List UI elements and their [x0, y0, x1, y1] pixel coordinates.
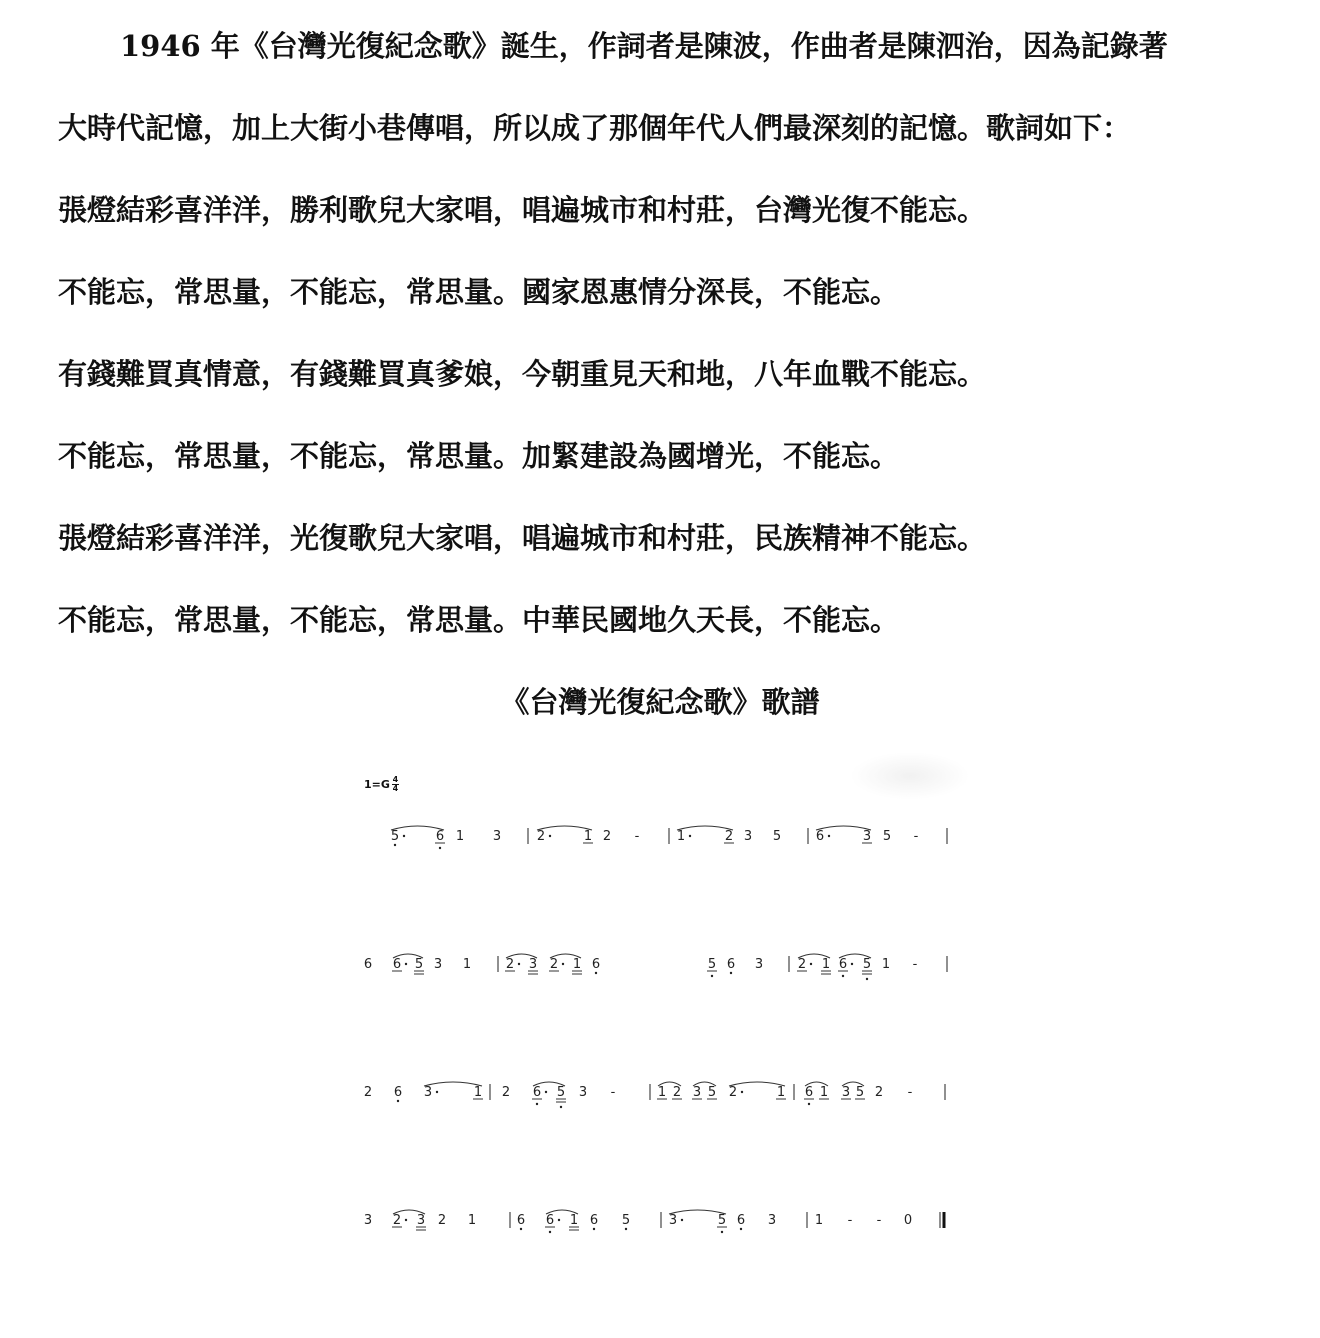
svg-text:5: 5 [414, 957, 424, 972]
jianpu-note [493, 829, 501, 844]
svg-text:5: 5 [855, 1085, 865, 1100]
svg-text:1: 1 [657, 1085, 667, 1100]
jianpu-note [914, 829, 919, 844]
jianpu-note [505, 957, 520, 972]
svg-text:1: 1 [814, 1213, 824, 1228]
key-signature [364, 776, 399, 793]
svg-text:2: 2 [392, 1213, 402, 1228]
lyrics-line-3: 有錢難買真情意，有錢難買真爹娘，今朝重見天和地，八年血戰不能忘。 [58, 357, 987, 391]
lyrics-line-2: 不能忘，常思量，不能忘，常思量。國家恩惠情分深長，不能忘。 [58, 275, 900, 309]
svg-text:5: 5 [862, 957, 872, 972]
jianpu-note [677, 829, 691, 844]
jianpu-note [394, 1085, 402, 1102]
svg-text:3: 3 [492, 829, 502, 844]
jianpu-note [364, 1213, 372, 1228]
jianpu-note [435, 829, 445, 849]
jianpu-note [537, 829, 551, 844]
svg-text:2: 2 [437, 1213, 447, 1228]
jianpu-note [773, 829, 781, 844]
jianpu-note [463, 957, 471, 972]
svg-text:1: 1 [583, 829, 593, 844]
svg-text:3: 3 [363, 1213, 373, 1228]
jianpu-note [815, 1213, 823, 1228]
jianpu-note [528, 957, 538, 974]
jianpu-note [797, 957, 812, 972]
svg-text:5: 5 [390, 829, 400, 844]
jianpu-note [502, 1085, 510, 1100]
svg-text:5: 5 [717, 1213, 727, 1228]
jianpu-note [583, 829, 593, 844]
svg-text:1: 1 [881, 957, 891, 972]
svg-text:6: 6 [589, 1213, 599, 1228]
svg-text:2: 2 [672, 1085, 682, 1100]
svg-text:6: 6 [393, 1085, 403, 1100]
jianpu-note [908, 1085, 913, 1100]
jianpu-note [592, 957, 600, 974]
svg-text:2: 2 [797, 957, 807, 972]
svg-text:1: 1 [462, 957, 472, 972]
svg-text:1: 1 [776, 1085, 786, 1100]
jianpu-note [707, 957, 717, 977]
svg-text:6: 6 [804, 1085, 814, 1100]
jianpu-note [727, 957, 735, 974]
svg-text:3: 3 [423, 1085, 433, 1100]
svg-text:2: 2 [501, 1085, 511, 1100]
svg-text:3: 3 [692, 1085, 702, 1100]
intro-paragraph-line-2: 大時代記憶，加上大街小巷傳唱，所以成了那個年代人們最深刻的記憶。歌詞如下： [58, 111, 1132, 145]
svg-text:1: 1 [473, 1085, 483, 1100]
jianpu-note [434, 957, 442, 972]
jianpu-note [603, 829, 611, 844]
jianpu-note [838, 957, 853, 977]
barline [940, 1212, 944, 1228]
jianpu-note [517, 1213, 525, 1230]
jianpu-note [717, 1213, 727, 1233]
svg-text:-: - [847, 1213, 853, 1228]
jianpu-note [579, 1085, 587, 1100]
jianpu-note [804, 1085, 814, 1105]
svg-text:3: 3 [767, 1213, 777, 1228]
svg-text:-: - [907, 1085, 913, 1100]
jianpu-note [545, 1213, 560, 1233]
jianpu-note [414, 957, 424, 974]
svg-text:1: 1 [819, 1085, 829, 1100]
score-line-4 [340, 1196, 980, 1256]
svg-text:-: - [634, 829, 640, 844]
svg-text:5: 5 [621, 1213, 631, 1228]
jianpu-note [364, 957, 372, 972]
svg-text:5: 5 [882, 829, 892, 844]
jianpu-note [841, 1085, 851, 1100]
svg-text:3: 3 [433, 957, 443, 972]
svg-text:2: 2 [363, 1085, 373, 1100]
svg-text:3: 3 [528, 957, 538, 972]
svg-text:2: 2 [724, 829, 734, 844]
jianpu-note [611, 1085, 616, 1100]
svg-text:0: 0 [903, 1213, 913, 1228]
jianpu-note [392, 1213, 407, 1228]
jianpu-note [816, 829, 830, 844]
svg-text:3: 3 [578, 1085, 588, 1100]
svg-text:3: 3 [754, 957, 764, 972]
svg-text:5: 5 [707, 1085, 717, 1100]
jianpu-note [776, 1085, 786, 1100]
svg-text:6: 6 [591, 957, 601, 972]
svg-text:-: - [610, 1085, 616, 1100]
jianpu-note [692, 1085, 702, 1100]
svg-text:2: 2 [536, 829, 546, 844]
jianpu-note [391, 829, 405, 846]
svg-text:3: 3 [841, 1085, 851, 1100]
svg-text:2: 2 [602, 829, 612, 844]
jianpu-note [737, 1213, 745, 1230]
jianpu-note [672, 1085, 682, 1100]
score-line-2 [340, 940, 980, 1000]
lyrics-line-6: 不能忘，常思量，不能忘，常思量。中華民國地久天長，不能忘。 [58, 603, 900, 637]
time-signature-top: 4 [392, 775, 399, 784]
lyrics-line-5: 張燈結彩喜洋洋，光復歌兒大家唱，唱遍城市和村莊，民族精神不能忘。 [58, 521, 987, 555]
svg-text:1: 1 [569, 1213, 579, 1228]
jianpu-note [729, 1085, 743, 1100]
jianpu-note [468, 1213, 476, 1228]
jianpu-note [875, 1085, 883, 1100]
jianpu-note [556, 1085, 566, 1108]
svg-text:-: - [876, 1213, 882, 1228]
svg-text:6: 6 [838, 957, 848, 972]
svg-text:6: 6 [545, 1213, 555, 1228]
jianpu-note [364, 1085, 372, 1100]
jianpu-note [635, 829, 640, 844]
svg-text:5: 5 [772, 829, 782, 844]
jianpu-note [707, 1085, 717, 1100]
jianpu-note [569, 1213, 579, 1230]
svg-text:3: 3 [862, 829, 872, 844]
svg-text:1: 1 [467, 1213, 477, 1228]
jianpu-note [862, 829, 872, 844]
svg-text:2: 2 [505, 957, 515, 972]
jianpu-note [821, 957, 831, 974]
jianpu-note [744, 829, 752, 844]
jianpu-note [883, 829, 891, 844]
jianpu-note [532, 1085, 547, 1105]
svg-text:1: 1 [821, 957, 831, 972]
jianpu-note [755, 957, 763, 972]
jianpu-note [549, 957, 564, 972]
score-line-3 [340, 1068, 980, 1128]
jianpu-note [848, 1213, 853, 1228]
svg-text:6: 6 [736, 1213, 746, 1228]
svg-text:6: 6 [363, 957, 373, 972]
svg-text:3: 3 [416, 1213, 426, 1228]
jianpu-note [855, 1085, 865, 1100]
svg-text:1: 1 [676, 829, 686, 844]
jianpu-note [438, 1213, 446, 1228]
svg-text:-: - [912, 957, 918, 972]
svg-text:3: 3 [668, 1213, 678, 1228]
time-signature [392, 776, 399, 793]
jianpu-note [877, 1213, 882, 1228]
scan-smudge [850, 752, 970, 800]
jianpu-note [904, 1213, 912, 1228]
jianpu-note [862, 957, 872, 980]
svg-text:6: 6 [392, 957, 402, 972]
svg-text:5: 5 [556, 1085, 566, 1100]
svg-text:1: 1 [572, 957, 582, 972]
jianpu-note [913, 957, 918, 972]
jianpu-note [456, 829, 464, 844]
jianpu-note [416, 1213, 426, 1230]
svg-text:6: 6 [532, 1085, 542, 1100]
svg-text:2: 2 [549, 957, 559, 972]
jianpu-note [572, 957, 582, 974]
key-label: 1=G [364, 777, 390, 791]
jianpu-note [392, 957, 407, 972]
svg-text:6: 6 [516, 1213, 526, 1228]
jianpu-note [657, 1085, 667, 1100]
svg-text:6: 6 [815, 829, 825, 844]
jianpu-note [669, 1213, 683, 1228]
svg-text:3: 3 [743, 829, 753, 844]
jianpu-note [424, 1085, 438, 1100]
svg-text:2: 2 [874, 1085, 884, 1100]
jianpu-note [473, 1085, 483, 1100]
jianpu-note [819, 1085, 829, 1100]
jianpu-note [622, 1213, 630, 1230]
score-title: 《台灣光復紀念歌》歌譜 [500, 685, 820, 719]
time-signature-bottom: 4 [392, 784, 399, 793]
jianpu-note [768, 1213, 776, 1228]
svg-text:5: 5 [707, 957, 717, 972]
svg-text:6: 6 [726, 957, 736, 972]
jianpu-note [724, 829, 734, 844]
svg-text:2: 2 [728, 1085, 738, 1100]
lyrics-line-4: 不能忘，常思量，不能忘，常思量。加緊建設為國增光，不能忘。 [58, 439, 900, 473]
svg-text:1: 1 [455, 829, 465, 844]
score-line-1 [340, 812, 980, 872]
svg-text:6: 6 [435, 829, 445, 844]
lyrics-line-1: 張燈結彩喜洋洋，勝利歌兒大家唱，唱遍城市和村莊，台灣光復不能忘。 [58, 193, 987, 227]
intro-paragraph-line-1: 1946 年《台灣光復紀念歌》誕生，作詞者是陳波，作曲者是陳泗治，因為記錄著 [120, 29, 1168, 63]
jianpu-note [882, 957, 890, 972]
jianpu-note [590, 1213, 598, 1230]
svg-text:-: - [913, 829, 919, 844]
